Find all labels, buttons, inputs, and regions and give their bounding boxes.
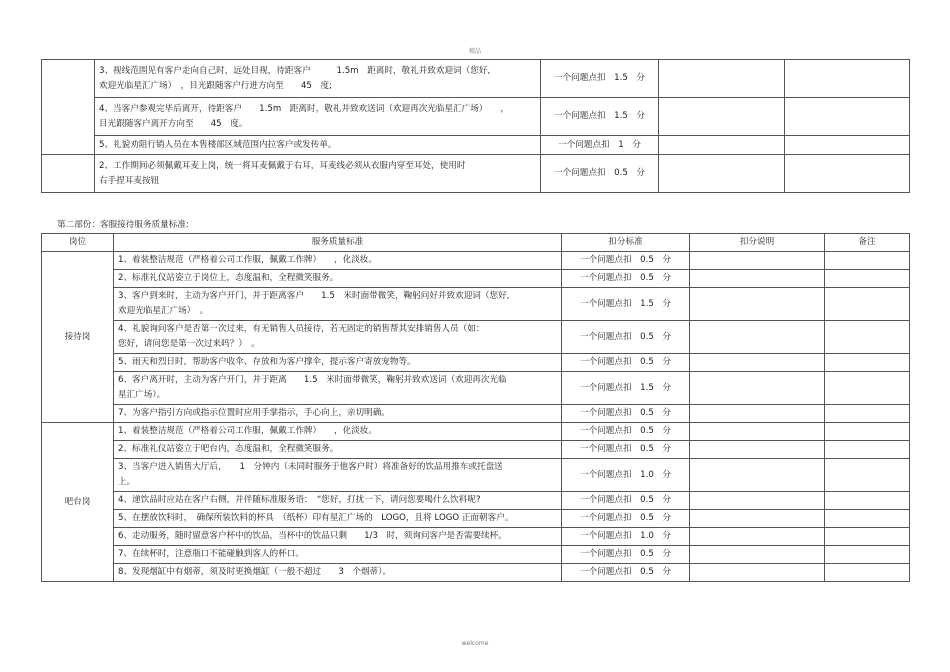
deduction-cell: 一个问题点扣 0.5 分 <box>562 321 690 354</box>
explanation-cell <box>690 354 825 372</box>
remarks-cell <box>785 136 910 155</box>
deduction-cell: 一个问题点扣 1 分 <box>541 136 659 155</box>
remarks-cell <box>825 252 910 270</box>
explanation-cell <box>690 252 825 270</box>
post-cell: 吧台岗 <box>42 423 114 582</box>
page-header: 精品 <box>468 48 481 55</box>
remarks-cell <box>825 546 910 564</box>
table-row <box>42 354 910 372</box>
remarks-cell <box>825 564 910 582</box>
standard-cell <box>95 60 541 98</box>
remarks-cell <box>825 354 910 372</box>
table-row <box>42 492 910 510</box>
explanation-cell <box>690 546 825 564</box>
header-post: 岗位 <box>42 234 114 252</box>
explanation-cell <box>690 564 825 582</box>
table-row <box>42 528 910 546</box>
deduction-cell: 一个问题点扣 0.5 分 <box>562 564 690 582</box>
deduction-cell: 一个问题点扣 0.5 分 <box>562 441 690 459</box>
standard-text-line: 5、雨天和烈日时，帮助客户收伞、存放和为客户撑伞，提示客户寄放宠物等。 <box>118 357 416 367</box>
standard-cell <box>114 528 562 546</box>
post-cell: 接待岗 <box>42 252 114 423</box>
standard-text-line: 6、客户离开时，主动为客户开门，并于距离 1.5 米时面带微笑，鞠躬并致欢送词（欢迎再次光临 <box>118 375 507 385</box>
standard-text-line: 2、标准礼仪站姿立于吧台内，态度温和，全程微笑服务。 <box>118 444 339 454</box>
explanation-cell <box>690 270 825 288</box>
explanation-cell <box>690 459 825 492</box>
standard-text-line: 2、工作期间必须佩戴耳麦上岗，统一将耳麦佩戴于右耳，耳麦线必须从衣服内穿至耳处，使用时 <box>99 160 466 171</box>
explanation-cell <box>690 510 825 528</box>
standard-text-line: 4、礼貌询问客户是否第一次过来，有无销售人员接待，若无固定的销售帮其安排销售人员（如： <box>118 324 485 334</box>
standard-cell <box>114 564 562 582</box>
standard-cell <box>114 288 562 321</box>
standard-text-line: 7、在续杯时，注意瓶口不能碰触到客人的杯口。 <box>118 549 304 559</box>
explanation-cell <box>690 492 825 510</box>
remarks-cell <box>825 423 910 441</box>
standard-text-line: 欢迎光临星汇广场） ，目光跟随客户行进方向至 45 度; <box>99 80 332 91</box>
standard-text-line: 上。 <box>118 477 136 487</box>
standard-text-line: 您好，请问您是第一次过来吗？） 。 <box>118 339 260 349</box>
page-footer: welcome <box>461 640 489 647</box>
explanation-cell <box>659 136 785 155</box>
table-row <box>42 372 910 405</box>
standard-cell <box>95 98 541 136</box>
table-row <box>42 60 910 98</box>
table-row <box>42 510 910 528</box>
header-explanation: 扣分说明 <box>690 234 825 252</box>
remarks-cell <box>825 510 910 528</box>
standard-text-line: 3、客户到来时，主动为客户开门，并于距离客户 1.5 米时面带微笑，鞠躬问好并致欢迎词（您好, <box>118 291 510 301</box>
standard-cell <box>114 492 562 510</box>
standard-text-line: 4、递饮品时应站在客户右侧，并伴随标准服务语： “您好，打扰一下，请问您要喝什么饮料呢? <box>118 495 481 505</box>
standard-text-line: 星汇广场）。 <box>118 390 166 400</box>
table-row <box>42 270 910 288</box>
standard-text-line: 4、当客户参观完毕后离开，待距客户 1.5m 距离时，敬礼并致欢送词（欢迎再次光临星汇广场） ， <box>99 103 509 114</box>
part1-table <box>41 59 910 193</box>
section-2-title: 第二部份：客服接待服务质量标准: <box>57 220 189 230</box>
standard-cell <box>114 372 562 405</box>
explanation-cell <box>659 155 785 193</box>
deduction-cell: 一个问题点扣 0.5 分 <box>562 405 690 423</box>
table-row <box>42 98 910 136</box>
table-row <box>42 441 910 459</box>
standard-cell <box>114 546 562 564</box>
standard-text-line: 右手捏耳麦按钮 <box>99 175 160 186</box>
remarks-cell <box>825 528 910 546</box>
explanation-cell <box>690 528 825 546</box>
remarks-cell <box>825 441 910 459</box>
standard-cell <box>114 423 562 441</box>
standard-text-line: 欢迎光临星汇广场） 。 <box>118 306 209 316</box>
explanation-cell <box>659 60 785 98</box>
remarks-cell <box>785 98 910 136</box>
deduction-cell: 一个问题点扣 0.5 分 <box>562 510 690 528</box>
remarks-cell <box>785 155 910 193</box>
standard-cell <box>114 459 562 492</box>
table-row <box>42 405 910 423</box>
deduction-cell: 一个问题点扣 0.5 分 <box>562 252 690 270</box>
header-deduction: 扣分标准 <box>562 234 690 252</box>
table-row <box>42 155 910 193</box>
deduction-cell: 一个问题点扣 1.0 分 <box>562 459 690 492</box>
deduction-cell: 一个问题点扣 0.5 分 <box>562 423 690 441</box>
explanation-cell <box>690 288 825 321</box>
table-row <box>42 321 910 354</box>
explanation-cell <box>690 423 825 441</box>
standard-text-line: 8、发现烟缸中有烟蒂，须及时更换烟缸（一般不超过 3 个烟蒂）。 <box>118 567 392 577</box>
table-header-row <box>42 234 910 252</box>
table-row <box>42 423 910 441</box>
explanation-cell <box>690 372 825 405</box>
explanation-cell <box>659 98 785 136</box>
remarks-cell <box>825 372 910 405</box>
remarks-cell <box>825 405 910 423</box>
deduction-cell: 一个问题点扣 0.5 分 <box>562 546 690 564</box>
deduction-cell: 一个问题点扣 0.5 分 <box>562 270 690 288</box>
standard-text-line: 7、为客户指引方向或指示位置时应用手掌指示，手心向上，亲切明确。 <box>118 408 390 418</box>
standard-cell <box>114 321 562 354</box>
standard-cell <box>114 405 562 423</box>
table-row <box>42 136 910 155</box>
deduction-cell: 一个问题点扣 0.5 分 <box>541 155 659 193</box>
standard-text-line: 2、标准礼仪站姿立于岗位上，态度温和，全程微笑服务。 <box>118 273 339 283</box>
header-standard: 服务质量标准 <box>114 234 562 252</box>
standard-text-line: 3、视线范围见有客户走向自己时，远处目视，待距客户 1.5m 距离时，敬礼并致欢迎词（您好, <box>99 65 491 76</box>
deduction-cell: 一个问题点扣 1.5 分 <box>562 288 690 321</box>
deduction-cell: 一个问题点扣 1.5 分 <box>562 372 690 405</box>
deduction-cell: 一个问题点扣 1.5 分 <box>541 60 659 98</box>
standard-text-line: 1、着装整洁规范（严格着公司工作服，佩戴工作牌） ，化淡妆。 <box>118 426 377 436</box>
standard-text-line: 1、着装整洁规范（严格着公司工作服，佩戴工作牌） ，化淡妆。 <box>118 255 377 265</box>
table-row <box>42 546 910 564</box>
explanation-cell <box>690 441 825 459</box>
standard-cell <box>114 252 562 270</box>
post-cell <box>42 155 95 193</box>
deduction-cell: 一个问题点扣 0.5 分 <box>562 354 690 372</box>
remarks-cell <box>825 270 910 288</box>
standard-cell <box>114 441 562 459</box>
remarks-cell <box>785 60 910 98</box>
deduction-cell: 一个问题点扣 1.5 分 <box>541 98 659 136</box>
table-row <box>42 252 910 270</box>
deduction-cell: 一个问题点扣 1.0 分 <box>562 528 690 546</box>
standard-text-line: 6、走动服务，随时留意客户杯中的饮品，当杯中的饮品只剩 1/3 时，须询问客户是否需要续杯。 <box>118 531 507 541</box>
standard-text-line: 5、礼貌劝阻行销人员在本售楼部区域范围内拉客户或发传单。 <box>99 139 337 150</box>
table-row <box>42 564 910 582</box>
remarks-cell <box>825 459 910 492</box>
explanation-cell <box>690 321 825 354</box>
table-row <box>42 459 910 492</box>
standard-cell <box>95 155 541 193</box>
table-row <box>42 288 910 321</box>
standard-cell <box>114 510 562 528</box>
remarks-cell <box>825 288 910 321</box>
remarks-cell <box>825 492 910 510</box>
remarks-cell <box>825 321 910 354</box>
standard-text-line: 目光跟随客户离开方向至 45 度。 <box>99 118 248 129</box>
standard-cell <box>95 136 541 155</box>
explanation-cell <box>690 405 825 423</box>
standard-text-line: 5、在摆放饮料时， 确保所装饮料的杯具 （纸杯）印有星汇广场的 LOGO，且将 LOGO 正面朝客户。 <box>118 513 514 523</box>
standard-cell <box>114 270 562 288</box>
header-remarks: 备注 <box>825 234 910 252</box>
service-standard-table <box>41 233 910 582</box>
standard-text-line: 3、当客户进入销售大厅后， 1 分钟内（未同时服务于他客户时）将准备好的饮品用推车或托盘送 <box>118 462 503 472</box>
standard-cell <box>114 354 562 372</box>
post-cell <box>42 60 95 155</box>
deduction-cell: 一个问题点扣 0.5 分 <box>562 492 690 510</box>
